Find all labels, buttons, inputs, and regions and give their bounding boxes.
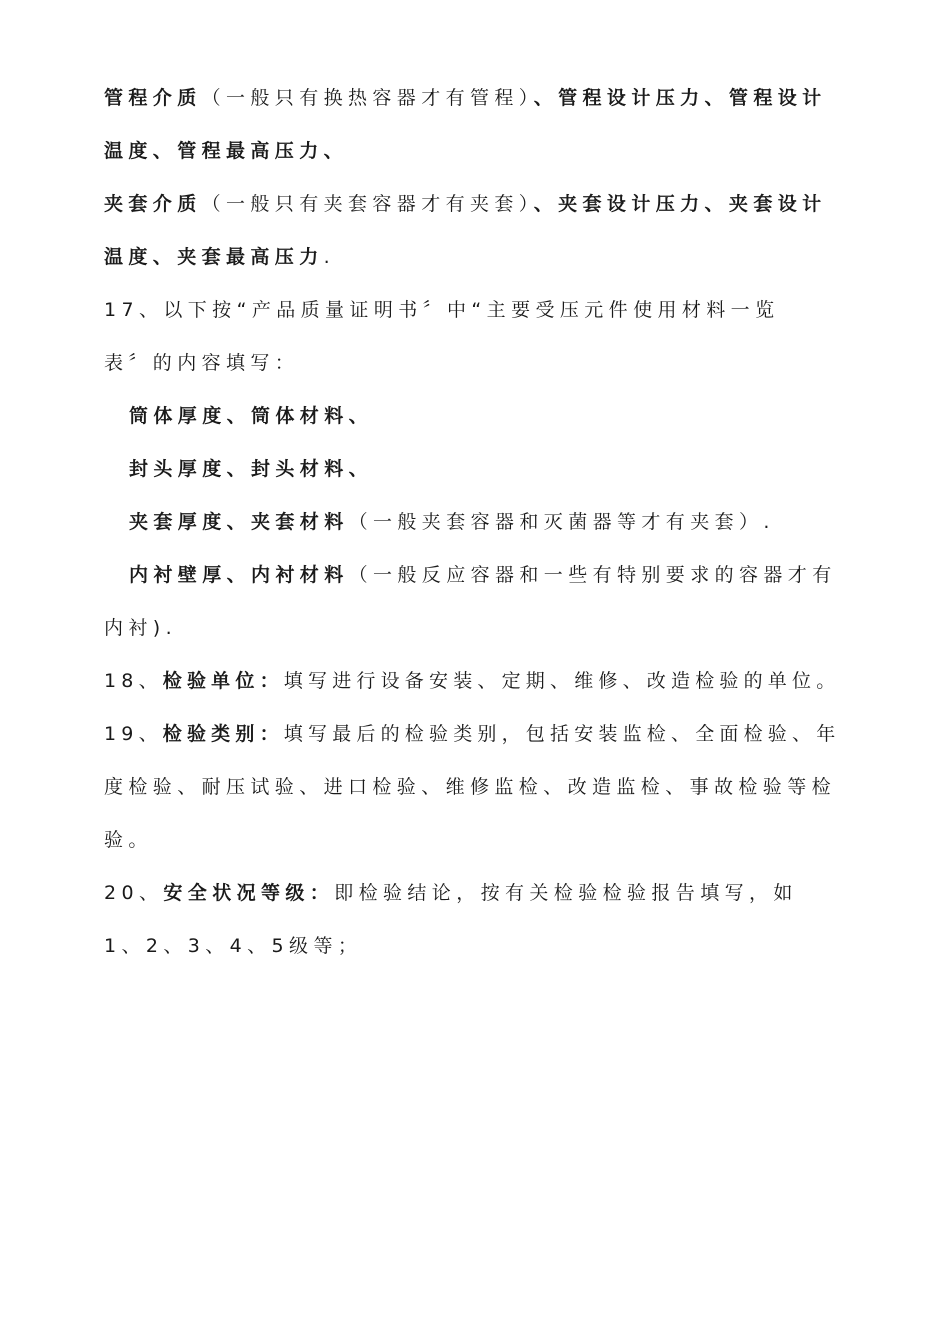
term-tube-medium: 管程介质 [104, 87, 202, 109]
text-line-5 [104, 290, 842, 343]
note-jacket: （一般只有夹套容器才有夹套） [201, 193, 534, 215]
period: . [323, 246, 336, 268]
item-20-text: 即检验结论，按有关检验检验报告填写，如 [334, 882, 798, 904]
item-17-text-cont: 表〞的内容填写： [104, 352, 300, 374]
term-inspection-type: 检验类别： [162, 723, 284, 745]
text-line-1 [104, 78, 842, 131]
text-line-14 [104, 767, 842, 820]
term-safety-level: 安全状况等级： [163, 882, 335, 904]
term-jacket-pressure: 、夹套设计压力、夹套设计 [533, 193, 827, 215]
term-tube-pressure: 、管程设计压力、管程设计 [533, 87, 827, 109]
item-19-text: 填写最后的检验类别，包括安装监检、全面检验、年 [283, 723, 841, 745]
text-line-16 [104, 873, 842, 926]
item-19-number: 19、 [104, 723, 163, 745]
note-tube: （一般只有换热容器才有管程） [201, 87, 534, 109]
text-line-2 [104, 131, 842, 184]
term-lining: 内衬壁厚、内衬材料 [129, 564, 349, 586]
text-line-4 [104, 237, 842, 290]
item-18-text: 填写进行设备安装、定期、维修、改造检验的单位。 [283, 670, 841, 692]
text-line-13 [104, 714, 842, 767]
text-line-15 [104, 820, 842, 873]
item-20-text-cont: 1、2、3、4、5级等； [104, 935, 363, 957]
text-line-11 [104, 608, 842, 661]
term-shell: 筒体厚度、筒体材料、 [129, 405, 374, 427]
term-jacket-medium: 夹套介质 [104, 193, 202, 215]
note-lining-cont: 内衬). [104, 617, 178, 639]
item-20-number: 20、 [104, 882, 164, 904]
text-line-12 [104, 661, 842, 714]
item-19-text-end: 验。 [104, 829, 153, 851]
item-18-number: 18、 [104, 670, 163, 692]
text-line-17 [104, 926, 842, 979]
note-jacket-2: （一般夹套容器和灭菌器等才有夹套）. [348, 511, 775, 533]
text-line-7 [104, 396, 842, 449]
item-17-text: 17、以下按“产品质量证明书〞中“主要受压元件使用材料一览 [104, 299, 780, 321]
text-line-8 [104, 449, 842, 502]
term-tube-temp: 温度、管程最高压力、 [104, 140, 349, 162]
text-line-6 [104, 343, 842, 396]
term-head: 封头厚度、封头材料、 [129, 458, 374, 480]
term-jacket-temp: 温度、夹套最高压力 [104, 246, 324, 268]
document-page [104, 78, 842, 979]
text-line-9 [104, 502, 842, 555]
text-line-3 [104, 184, 842, 237]
note-lining: （一般反应容器和一些有特别要求的容器才有 [348, 564, 837, 586]
item-19-text-cont: 度检验、耐压试验、进口检验、维修监检、改造监检、事故检验等检 [104, 776, 837, 798]
term-inspection-unit: 检验单位： [162, 670, 284, 692]
text-line-10 [104, 555, 842, 608]
term-jacket: 夹套厚度、夹套材料 [129, 511, 349, 533]
